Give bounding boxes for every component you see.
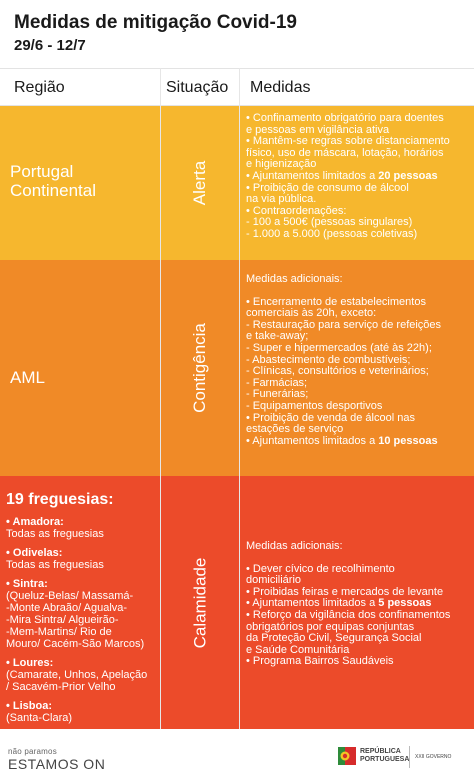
measure-line: • Proibição de venda de álcool nas [246, 411, 415, 424]
region-line: AML [10, 368, 45, 387]
region-line: Continental [10, 181, 97, 200]
brand-logo-text: ESTAMOS ON [8, 756, 106, 772]
measure-line: na via pública. [246, 193, 317, 206]
measure-line: físico, uso de máscara, lotação, horários [246, 146, 444, 159]
measure-line: • Dever cívico de recolhimento [246, 562, 395, 575]
situation-calamidade [164, 476, 236, 729]
measure-line: • Contraordenações: [246, 204, 347, 217]
measure-line: • Proibição de consumo de álcool [246, 181, 409, 194]
situation-label: Alerta [189, 160, 209, 206]
column-headers [0, 70, 474, 106]
government-line: REPÚBLICA [360, 748, 401, 755]
freguesia-name: • Lisboa: [6, 700, 53, 712]
region-heading: 19 freguesias: [6, 491, 114, 508]
freguesia-line: / Sacavém-Prior Velho [6, 681, 116, 693]
measure-line: - Farmácias; [246, 376, 308, 389]
measure-line: domiciliário [246, 574, 302, 587]
measure-highlight: 20 pessoas [378, 169, 438, 182]
government-label: XXII GOVERNO [415, 754, 452, 760]
measure-line: • Mantêm-se regras sobre distanciamento [246, 135, 450, 148]
region-aml [10, 368, 45, 387]
date-range: 29/6 - 12/7 [14, 37, 86, 54]
freguesia-group-lisboa [6, 700, 162, 724]
measures-intro: Medidas adicionais: [246, 273, 343, 285]
situation-label: Calamidade [190, 557, 210, 648]
measure-highlight: 5 pessoas [378, 597, 432, 610]
measure-line: • Reforço da vigilância dos confinamentos [246, 608, 451, 621]
measure-line: • Programa Bairros Saudáveis [246, 655, 394, 668]
measure-line: • Proibidas feiras e mercados de levante [246, 585, 444, 598]
measure-line: obrigatórios por equipas conjuntas [246, 620, 415, 633]
measure-text: • Ajuntamentos limitados a [246, 434, 379, 447]
measure-line: e higienização [246, 158, 317, 171]
freguesia-name: • Sintra: [6, 578, 48, 590]
measure-line: da Proteção Civil, Segurança Social [246, 632, 422, 645]
freguesia-line: -Mem-Martins/ Rio de [6, 626, 112, 638]
freguesia-group-amadora [6, 516, 162, 540]
measures-contingencia [246, 274, 470, 447]
measure-line: e pessoas em vigilância ativa [246, 123, 390, 136]
situation-alerta [164, 106, 236, 260]
freguesia-line: Mouro/ Cacém-São Marcos) [6, 638, 145, 650]
measure-line: e Saúde Comunitária [246, 643, 350, 656]
region-line: Portugal [10, 162, 74, 181]
measures-calamidade [246, 541, 470, 668]
column-header-situation: Situação [166, 79, 229, 96]
measure-line [246, 171, 470, 183]
footer [0, 729, 474, 780]
republica-emblem-icon [338, 747, 356, 765]
column-header-measures: Medidas [250, 79, 311, 96]
government-line: PORTUGUESA [360, 756, 410, 763]
measure-line: - Restauração para serviço de refeições [246, 318, 442, 331]
measure-text: • Ajuntamentos limitados a [246, 169, 379, 182]
measure-line: - 100 a 500€ (pessoas singulares) [246, 216, 413, 229]
freguesia-line: -Monte Abraão/ Agualva- [6, 602, 128, 614]
freguesia-line: Todas as freguesias [6, 528, 104, 540]
freguesia-line: (Santa-Clara) [6, 712, 73, 724]
situation-label: Contigência [190, 323, 209, 413]
brand-tagline: não paramos [8, 747, 57, 756]
region-portugal-continental [10, 162, 96, 200]
measure-line: - Abastecimento de combustíveis; [246, 353, 411, 366]
freguesia-group-loures [6, 657, 162, 693]
measure-line: comerciais às 20h, exceto: [246, 307, 377, 320]
measure-line: • Confinamento obrigatório para doentes [246, 112, 444, 124]
measure-line: estações de serviço [246, 423, 344, 436]
measure-line: - Funerárias; [246, 388, 309, 401]
freguesia-line: (Queluz-Belas/ Massamá- [6, 590, 134, 602]
freguesia-group-odivelas [6, 547, 162, 571]
measure-line: - Clínicas, consultórios e veterinários; [246, 365, 429, 378]
measure-highlight: 10 pessoas [378, 434, 438, 447]
title-block [14, 12, 297, 56]
measure-line: • Encerramento de estabelecimentos [246, 295, 426, 308]
divider-top [0, 68, 474, 69]
footer-divider [409, 746, 410, 768]
freguesia-line: Todas as freguesias [6, 559, 104, 571]
column-header-region: Região [14, 79, 65, 96]
measure-text: • Ajuntamentos limitados a [246, 597, 379, 610]
freguesia-name: • Odivelas: [6, 547, 63, 559]
situation-contingencia [164, 260, 236, 476]
page-title: Medidas de mitigação Covid-19 [14, 12, 297, 33]
region-19-freguesias [6, 490, 162, 731]
government-name [360, 748, 409, 764]
freguesia-group-sintra [6, 578, 162, 650]
freguesia-line: -Mira Sintra/ Algueirão- [6, 614, 119, 626]
measure-line: e take-away; [246, 330, 309, 343]
measure-line: - 1.000 a 5.000 (pessoas coletivas) [246, 227, 418, 240]
freguesia-name: • Amadora: [6, 516, 64, 528]
measure-line [246, 436, 470, 448]
measure-line: - Equipamentos desportivos [246, 399, 383, 412]
freguesia-line: (Camarate, Unhos, Apelação [6, 669, 148, 681]
column-divider-2 [239, 68, 240, 729]
measures-alerta [246, 113, 470, 241]
freguesia-name: • Loures: [6, 657, 54, 669]
measures-intro: Medidas adicionais: [246, 540, 343, 552]
measure-line: - Super e hipermercados (até às 22h); [246, 341, 432, 354]
